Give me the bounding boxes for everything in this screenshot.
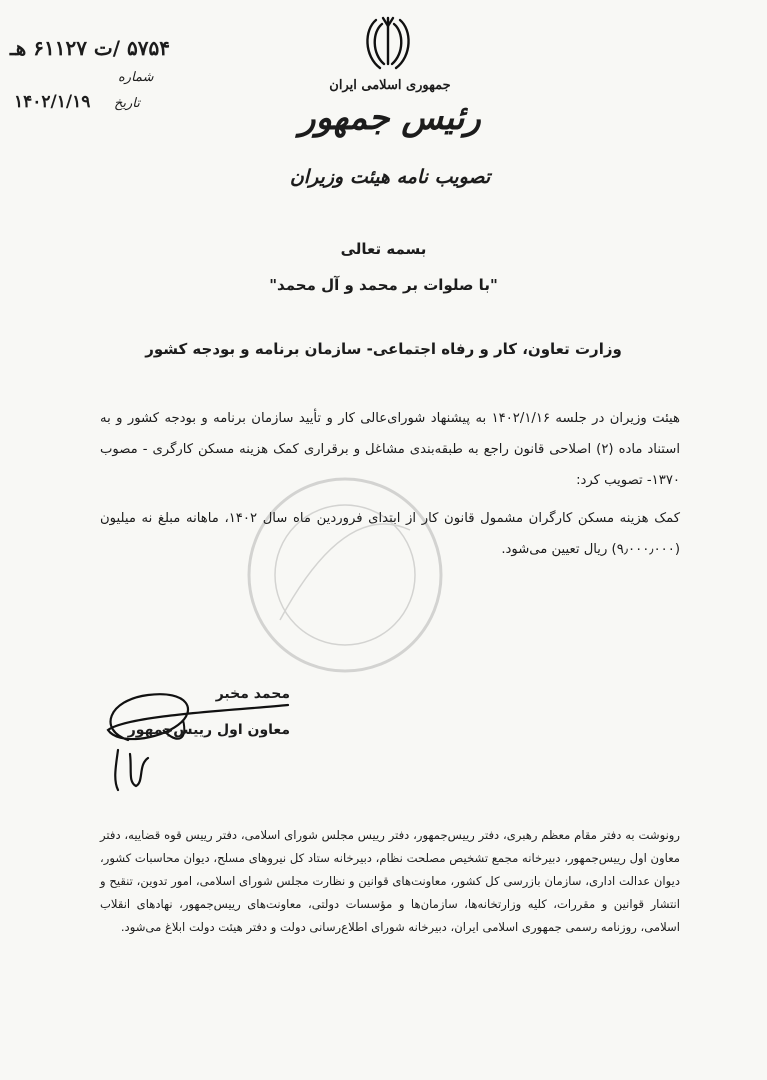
copies-distribution: رونوشت به دفتر مقام معظم رهبری، دفتر رییس‌جمهور، دفتر رییس مجلس شورای اسلامی، دفتر رییس قوه قضاییه، دفتر معاون اول رییس‌جمهور، دبیرخانه مجمع تشخیص مصلحت نظام، دبیرخانه ستاد کل نیروهای مسلح، دیوان محاسبات کشور، دیوان عدالت اداری، سازمان بازرسی کل کشور، معاونت‌های قوانین و نظارت مجلس شورای اسلامی، امور تدوین، تنقیح و انتشار قوانین و مقررات، کلیه وزارتخانه‌ها، سازمان‌ها و مؤسسات دولتی، معاونت‌های رییس‌جمهور، نهادهای انقلاب اسلامی، روزنامه رسمی جمهوری اسلامی ایران، دبیرخانه شورای اطلاع‌رسانی دولت و دفتر هیئت دولت ابلاغ می‌شود. <box>100 828 680 934</box>
reference-date-label: تاریخ <box>114 96 140 111</box>
reference-date: ۱۴۰۲/۱/۱۹ <box>14 92 91 112</box>
reference-number-label: شماره <box>118 70 154 85</box>
reference-number: ۵۷۵۴ /ت ۶۱۱۲۷ هـ <box>9 36 170 60</box>
basmala-heading: بسمه تعالی <box>340 240 427 258</box>
salawat-heading: "با صلوات بر محمد و آل محمد" <box>269 276 498 294</box>
iran-emblem-icon <box>362 14 414 70</box>
recipients-heading: وزارت تعاون، کار و رفاه اجتماعی- سازمان برنامه و بودجه کشور <box>145 340 622 358</box>
watermark-stamp-icon <box>240 470 450 680</box>
signatory-title: معاون اول رییس‌جمهور <box>127 722 290 738</box>
decree-paragraph-2: کمک هزینه مسکن کارگران مشمول قانون کار از ابتدای فروردین ماه سال ۱۴۰۲، ماهانه مبلغ نه میلیون (۹٫۰۰۰٫۰۰۰) ریال تعیین می‌شود. <box>100 511 680 557</box>
decree-paragraph-1: هیئت وزیران در جلسه ۱۴۰۲/۱/۱۶ به پیشنهاد شورای‌عالی کار و تأیید سازمان برنامه و بودجه کشور و به استناد ماده (۲) اصلاحی قانون راجع به طبقه‌بندی مشاغل و برقراری کمک هزینه مسکن کارگری - مصوب ۱۳۷۰- تصویب کرد: <box>100 411 680 488</box>
country-name: جمهوری اسلامی ایران <box>329 78 451 93</box>
office-title: رئیس جمهور <box>299 98 481 138</box>
signatory-name: محمد مخبر <box>215 686 290 702</box>
document-type: تصویب نامه هیئت وزیران <box>289 166 491 188</box>
